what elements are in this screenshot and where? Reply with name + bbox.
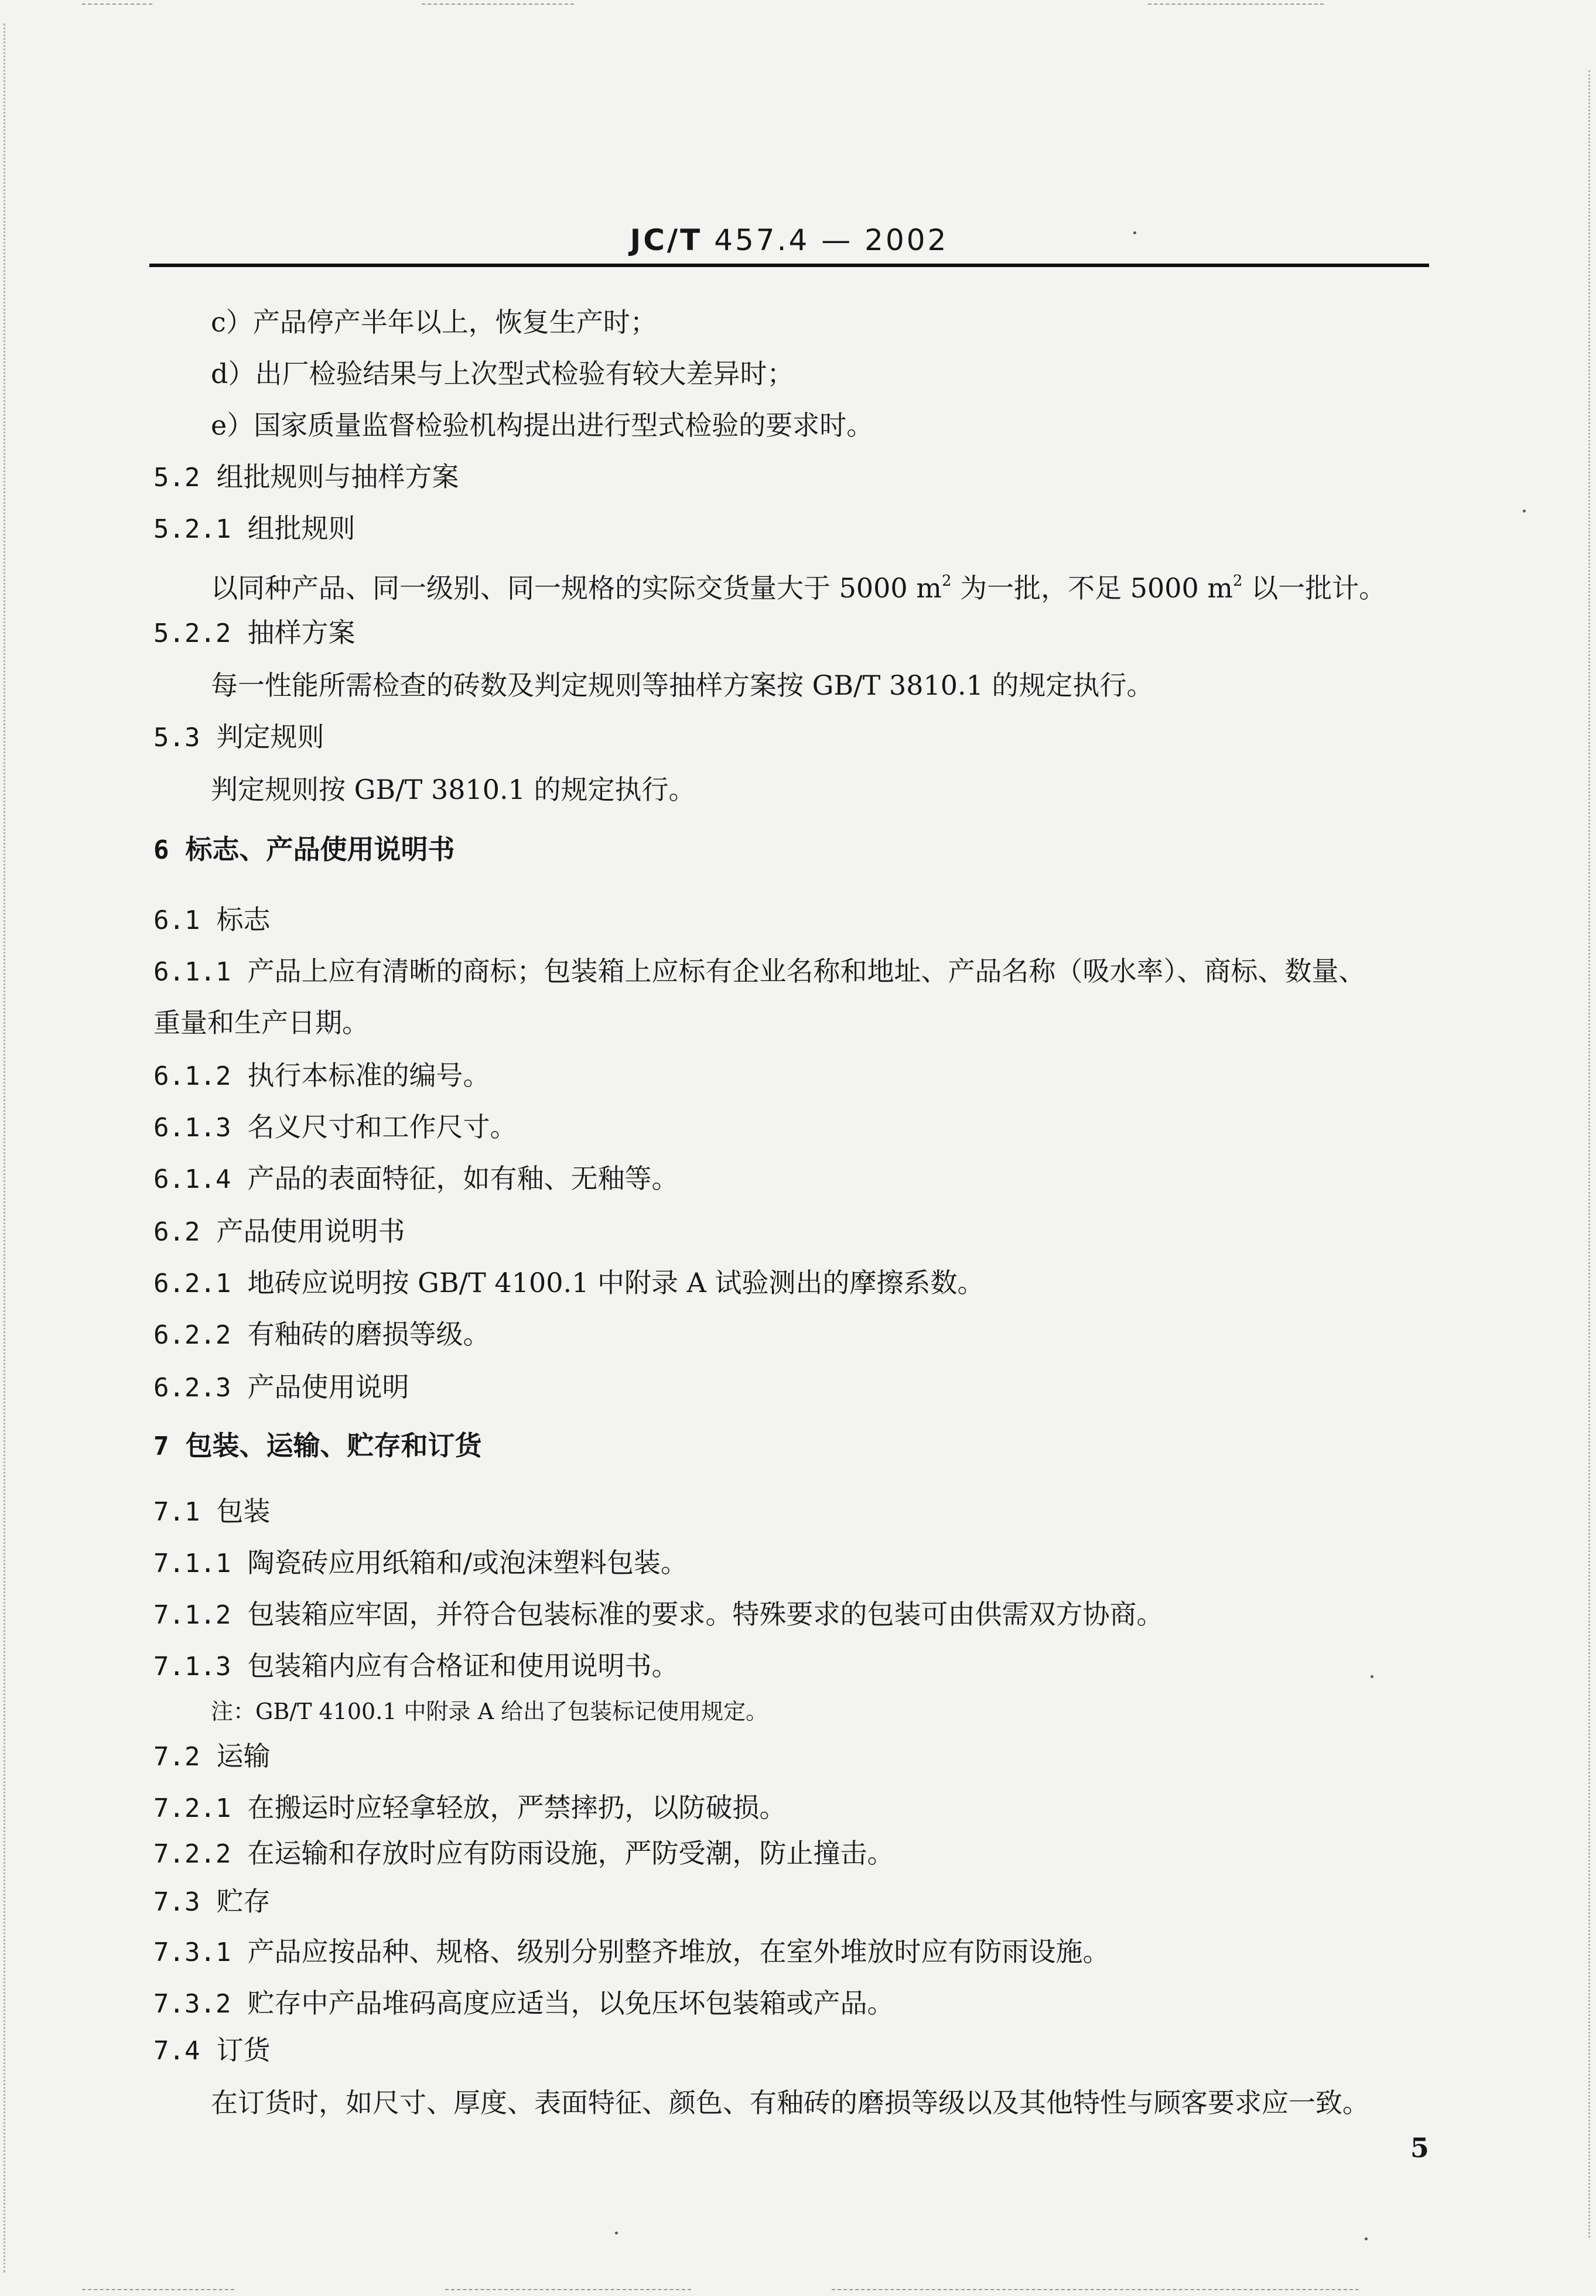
clause-6-1 xyxy=(153,894,1432,945)
clause-6-2-1 xyxy=(153,1257,1432,1308)
clause-number: 7.2 xyxy=(153,1742,200,1772)
section-title: 包装、运输、贮存和订货 xyxy=(185,1430,482,1461)
clause-6-1-1-continued: 重量和生产日期。 xyxy=(153,1007,369,1038)
clause-text: 包装箱内应有合格证和使用说明书。 xyxy=(247,1650,679,1682)
header-rule xyxy=(149,264,1429,267)
clause-7-1-2 xyxy=(153,1588,1432,1640)
list-item-c: c）产品停产半年以上，恢复生产时； xyxy=(211,306,657,338)
clause-number: 6.2.3 xyxy=(153,1373,231,1403)
clause-text: 陶瓷砖应用纸箱和/或泡沫塑料包装。 xyxy=(247,1547,688,1578)
clause-text: 产品的表面特征，如有釉、无釉等。 xyxy=(247,1163,679,1194)
clause-6-1-1 xyxy=(153,945,1432,997)
section-number: 6 xyxy=(153,835,169,865)
section-number: 7 xyxy=(153,1431,169,1461)
clause-title: 判定规则 xyxy=(216,721,324,753)
document-header xyxy=(149,217,1429,264)
scan-artifact-right-edge xyxy=(1588,70,1590,2237)
page-number: 5 xyxy=(1410,2132,1429,2164)
paragraph-batch-rule: 以同种产品、同一级别、同一规格的实际交货量大于 5000 $m^2$ 为一批，不足 5000 $m^2$ 以一批计。 xyxy=(211,572,1386,604)
clause-text: 名义尺寸和工作尺寸。 xyxy=(247,1111,517,1143)
superscript: 2 xyxy=(1233,572,1243,590)
clause-number: 7.3.2 xyxy=(153,1989,231,2019)
clause-number: 6.1.4 xyxy=(153,1164,231,1194)
scan-artifact-bottom-left xyxy=(82,2289,234,2290)
clause-title: 抽样方案 xyxy=(247,617,356,648)
clause-7-1-3 xyxy=(153,1640,1432,1692)
clause-number: 5.2.1 xyxy=(153,514,231,544)
clause-number: 6.1 xyxy=(153,906,200,935)
scan-speck xyxy=(1365,2237,1368,2240)
clause-number: 6.2.1 xyxy=(153,1269,231,1299)
clause-text: 在运输和存放时应有防雨设施，严防受潮，防止撞击。 xyxy=(247,1837,894,1869)
clause-5-2-2 xyxy=(153,607,1432,658)
clause-7-3-2 xyxy=(153,1977,1432,2029)
clause-title: 运输 xyxy=(216,1740,271,1772)
clause-number: 7.2.2 xyxy=(153,1839,231,1869)
scan-artifact-left-edge xyxy=(4,23,5,2273)
clause-title: 组批规则与抽样方案 xyxy=(216,461,459,493)
section-6-heading xyxy=(153,824,1432,875)
clause-number: 7.1.3 xyxy=(153,1652,231,1682)
superscript: 2 xyxy=(941,572,952,590)
clause-6-2-3 xyxy=(153,1361,1432,1413)
clause-number: 7.1 xyxy=(153,1497,200,1527)
clause-text: 地砖应说明按 GB/T 4100.1 中附录 A 试验测出的摩擦系数。 xyxy=(247,1267,985,1299)
clause-text: 产品应按品种、规格、级别分别整齐堆放，在室外堆放时应有防雨设施。 xyxy=(247,1936,1110,1967)
clause-6-1-3 xyxy=(153,1101,1432,1153)
clause-text: 贮存中产品堆码高度应适当，以免压坏包装箱或产品。 xyxy=(247,1987,894,2019)
clause-title: 产品使用说明书 xyxy=(216,1215,405,1247)
paragraph-sampling-plan: 每一性能所需检查的砖数及判定规则等抽样方案按 GB/T 3810.1 的规定执行。 xyxy=(211,669,1154,701)
paragraph-ordering: 在订货时，如尺寸、厚度、表面特征、颜色、有釉砖的磨损等级以及其他特性与顾客要求应一致。 xyxy=(211,2087,1369,2119)
clause-5-3 xyxy=(153,711,1432,763)
standard-dash: — xyxy=(821,223,853,257)
clause-7-2 xyxy=(153,1730,1432,1782)
clause-7-1-1 xyxy=(153,1537,1432,1588)
clause-number: 6.2 xyxy=(153,1217,200,1247)
section-title: 标志、产品使用说明书 xyxy=(185,833,455,865)
clause-text: 有釉砖的磨损等级。 xyxy=(247,1318,490,1350)
standard-number xyxy=(630,223,949,257)
clause-5-2 xyxy=(153,451,1432,503)
clause-5-2-1 xyxy=(153,503,1432,554)
scan-speck xyxy=(1523,510,1526,512)
clause-text: 在搬运时应轻拿轻放，严禁摔扔，以防破损。 xyxy=(247,1792,787,1823)
clause-number: 7.4 xyxy=(153,2036,200,2066)
clause-7-1 xyxy=(153,1485,1432,1537)
standard-code: JC/T xyxy=(630,223,703,257)
scan-artifact-top-right xyxy=(1148,4,1324,5)
clause-6-1-4 xyxy=(153,1153,1432,1204)
clause-7-2-1 xyxy=(153,1782,1432,1833)
clause-7-3-1 xyxy=(153,1926,1432,1977)
clause-6-2 xyxy=(153,1205,1432,1257)
clause-number: 6.1.1 xyxy=(153,957,231,987)
clause-number: 6.1.2 xyxy=(153,1061,231,1091)
clause-title: 订货 xyxy=(216,2034,271,2066)
scan-artifact-bottom-right xyxy=(832,2289,1359,2290)
clause-number: 5.3 xyxy=(153,723,200,753)
clause-7-4 xyxy=(153,2024,1432,2076)
note-packaging-marking: 注：GB/T 4100.1 中附录 A 给出了包装标记使用规定。 xyxy=(211,1699,768,1724)
list-item-e: e）国家质量监督检验机构提出进行型式检验的要求时。 xyxy=(211,409,874,441)
scan-speck xyxy=(615,2232,618,2234)
clause-number: 6.2.2 xyxy=(153,1320,231,1350)
clause-number: 6.1.3 xyxy=(153,1113,231,1143)
clause-title: 包装 xyxy=(216,1495,271,1527)
clause-number: 7.3 xyxy=(153,1887,200,1917)
scan-artifact-top-left xyxy=(82,4,152,5)
clause-title: 贮存 xyxy=(216,1885,271,1917)
scan-artifact-bottom-center xyxy=(445,2289,691,2290)
clause-number: 5.2 xyxy=(153,463,200,493)
clause-title: 标志 xyxy=(216,904,271,935)
section-7-heading xyxy=(153,1420,1432,1471)
clause-number: 7.2.1 xyxy=(153,1793,231,1823)
standard-year: 2002 xyxy=(864,223,949,257)
clause-7-2-2 xyxy=(153,1827,1432,1879)
clause-number: 5.2.2 xyxy=(153,619,231,648)
clause-text: 产品上应有清晰的商标；包装箱上应标有企业名称和地址、产品名称（吸水率）、商标、数量、 xyxy=(247,955,1366,987)
clause-number: 7.1.1 xyxy=(153,1549,231,1578)
list-item-d: d）出厂检验结果与上次型式检验有较大差异时； xyxy=(211,358,794,390)
clause-6-1-2 xyxy=(153,1050,1432,1101)
clause-title: 组批规则 xyxy=(247,512,356,544)
clause-7-3 xyxy=(153,1875,1432,1927)
clause-number: 7.3.1 xyxy=(153,1938,231,1967)
clause-text: 包装箱应牢固，并符合包装标准的要求。特殊要求的包装可由供需双方协商。 xyxy=(247,1598,1164,1630)
clause-number: 7.1.2 xyxy=(153,1600,231,1630)
standard-part-number: 457.4 xyxy=(714,223,810,257)
clause-text: 执行本标准的编号。 xyxy=(247,1060,490,1091)
paragraph-judgement-rule: 判定规则按 GB/T 3810.1 的规定执行。 xyxy=(211,774,696,805)
clause-6-2-2 xyxy=(153,1308,1432,1360)
scan-artifact-top-center xyxy=(422,4,574,5)
clause-text: 产品使用说明 xyxy=(247,1371,409,1403)
